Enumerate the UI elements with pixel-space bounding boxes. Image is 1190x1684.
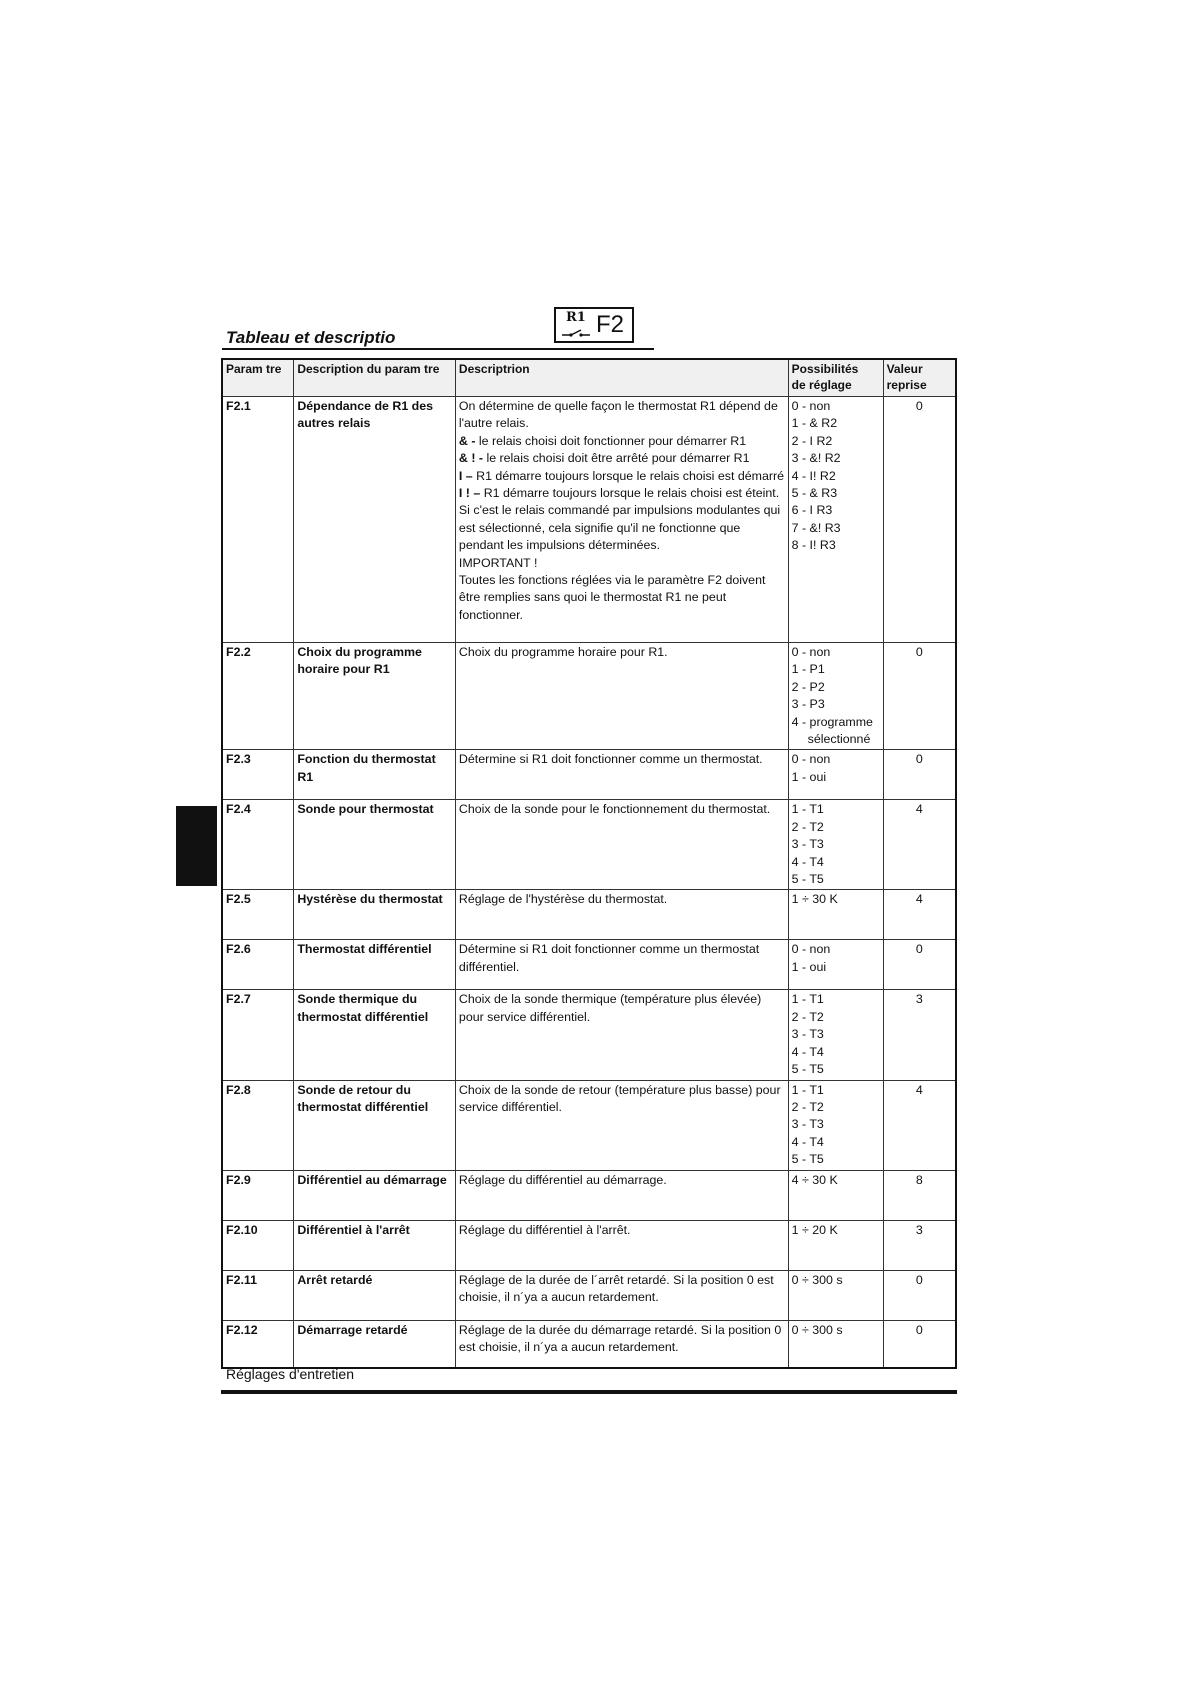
setting-option: 3 - T3 xyxy=(791,837,824,852)
description-line xyxy=(459,644,785,661)
page-title: Tableau et descriptio xyxy=(226,328,396,347)
header-name: Description du param tre xyxy=(294,359,456,397)
table-row xyxy=(222,940,956,990)
table-row xyxy=(222,397,956,643)
setting-options xyxy=(788,397,883,643)
setting-option: 0 ÷ 300 s xyxy=(791,1272,843,1287)
setting-options xyxy=(788,643,883,750)
description-text: Si c'est le relais commandé par impulsions modulantes qui est sélectionné, cela signifie qu'il ne fonctionne que pendant les impulsions déterminées. xyxy=(458,503,781,553)
setting-option: 1 - T1 xyxy=(791,1082,824,1097)
table-body xyxy=(222,397,956,1369)
setting-options xyxy=(788,1270,883,1320)
param-name: Choix du programme horaire pour R1 xyxy=(294,643,456,750)
setting-options xyxy=(788,990,883,1080)
setting-option: 1 ÷ 20 K xyxy=(791,1222,838,1237)
default-value: 0 xyxy=(883,1270,956,1320)
setting-options xyxy=(788,890,883,940)
setting-option: 2 - I R2 xyxy=(791,433,833,448)
description-text: Choix du programme horaire pour R1. xyxy=(458,645,668,659)
description-text: Réglage du différentiel au démarrage. xyxy=(458,1172,667,1187)
description-operator: I ! – xyxy=(458,486,484,501)
description-line xyxy=(459,801,785,818)
description-text: Choix de la sonde de retour (température plus basse) pour service différentiel. xyxy=(458,1082,781,1114)
footer-section-label: Réglages d'entretien xyxy=(226,1366,354,1382)
default-value: 4 xyxy=(883,800,956,890)
setting-options xyxy=(788,940,883,990)
relay-logo xyxy=(554,307,634,343)
param-description xyxy=(455,1320,788,1368)
default-value: 3 xyxy=(883,1220,956,1270)
table-row xyxy=(222,1220,956,1270)
description-line xyxy=(459,485,785,502)
description-text: Détermine si R1 doit fonctionner comme un thermostat différentiel. xyxy=(458,942,760,974)
setting-option: 5 - T5 xyxy=(791,1062,824,1077)
description-line xyxy=(459,1172,785,1189)
default-value: 4 xyxy=(883,1080,956,1170)
setting-option: 0 - non xyxy=(791,645,831,659)
setting-option: sélectionné xyxy=(807,732,871,747)
description-line xyxy=(459,468,785,485)
setting-option: 3 - T3 xyxy=(791,1117,824,1132)
param-name: Dépendance de R1 des autres relais xyxy=(294,397,456,643)
table-row xyxy=(222,1170,956,1220)
header-options-line: de réglage xyxy=(791,378,852,392)
description-operator: I – xyxy=(458,468,477,483)
logo-relay-label: R1 xyxy=(566,310,586,325)
setting-option: 5 - T5 xyxy=(791,1152,824,1167)
param-description xyxy=(455,750,788,800)
setting-option: 4 ÷ 30 K xyxy=(791,1172,838,1187)
setting-option: 1 - oui xyxy=(791,959,827,974)
table-row xyxy=(222,643,956,750)
default-value: 8 xyxy=(883,1170,956,1220)
param-description xyxy=(455,1220,788,1270)
param-code: F2.3 xyxy=(222,750,294,800)
setting-option: 1 - oui xyxy=(791,769,827,784)
description-line xyxy=(459,502,785,554)
setting-option: 0 - non xyxy=(791,399,831,413)
description-text: Choix de la sonde thermique (température plus élevée) pour service différentiel. xyxy=(458,992,762,1024)
header-default xyxy=(883,359,956,397)
description-text: Toutes les fonctions réglées via le paramètre F2 doivent être remplies sans quoi le thermostat R1 ne peut fonctionner. xyxy=(458,573,766,622)
description-text: le relais choisi doit être arrêté pour démarrer R1 xyxy=(486,451,750,466)
param-code: F2.7 xyxy=(222,990,294,1080)
setting-option: 8 - I! R3 xyxy=(791,538,836,553)
setting-option: 1 - T1 xyxy=(791,802,824,817)
param-name: Différentiel au démarrage xyxy=(294,1170,456,1220)
setting-options xyxy=(788,1220,883,1270)
setting-option: 2 - T2 xyxy=(791,1009,824,1024)
table-row xyxy=(222,1080,956,1170)
description-text: R1 démarre toujours lorsque le relais choisi est éteint. xyxy=(483,486,780,501)
param-code: F2.1 xyxy=(222,397,294,643)
param-description xyxy=(455,990,788,1080)
param-description xyxy=(455,890,788,940)
table-row xyxy=(222,1270,956,1320)
setting-options xyxy=(788,800,883,890)
table-row xyxy=(222,1320,956,1368)
param-name: Différentiel à l'arrêt xyxy=(294,1220,456,1270)
description-text: Réglage du différentiel à l'arrêt. xyxy=(458,1222,631,1237)
param-code: F2.9 xyxy=(222,1170,294,1220)
description-text: Réglage de l'hystérèse du thermostat. xyxy=(458,892,668,907)
setting-option: 0 - non xyxy=(791,942,831,957)
setting-option: 2 - T2 xyxy=(791,819,824,834)
relay-switch-icon xyxy=(562,329,592,339)
setting-option: 6 - I R3 xyxy=(791,503,833,518)
setting-option: 4 - T4 xyxy=(791,1044,824,1059)
description-line xyxy=(459,991,785,1026)
param-code: F2.5 xyxy=(222,890,294,940)
param-name: Sonde de retour du thermostat différentiel xyxy=(294,1080,456,1170)
param-name: Sonde pour thermostat xyxy=(294,800,456,890)
setting-option: 0 ÷ 300 s xyxy=(791,1322,843,1337)
description-operator: & - xyxy=(458,433,479,448)
default-value: 0 xyxy=(883,940,956,990)
param-description xyxy=(455,397,788,643)
title-underline xyxy=(222,348,654,350)
setting-option: 7 - &! R3 xyxy=(791,520,841,535)
header-description: Descriptrion xyxy=(455,359,788,397)
setting-option: 1 - & R2 xyxy=(791,416,838,431)
description-line xyxy=(459,1082,785,1117)
setting-option: 5 - T5 xyxy=(791,872,824,887)
header-options xyxy=(788,359,883,397)
setting-option: 4 - I! R2 xyxy=(791,468,836,483)
param-description xyxy=(455,940,788,990)
default-value: 0 xyxy=(883,750,956,800)
table-header-row xyxy=(222,359,956,397)
param-code: F2.4 xyxy=(222,800,294,890)
param-code: F2.11 xyxy=(222,1270,294,1320)
param-name: Sonde thermique du thermostat différentiel xyxy=(294,990,456,1080)
setting-options xyxy=(788,1080,883,1170)
header-options-line: Possibilités xyxy=(791,362,859,376)
param-name: Arrêt retardé xyxy=(294,1270,456,1320)
setting-option: 4 - T4 xyxy=(791,1134,824,1149)
description-text: Réglage de la durée du démarrage retardé. Si la position 0 est choisie, il n´ya a aucun retardement. xyxy=(458,1322,782,1354)
description-line xyxy=(459,941,785,976)
default-value: 4 xyxy=(883,890,956,940)
setting-option: 1 - T1 xyxy=(791,992,824,1007)
description-line xyxy=(459,433,785,450)
param-code: F2.8 xyxy=(222,1080,294,1170)
description-text: le relais choisi doit fonctionner pour démarrer R1 xyxy=(478,433,747,448)
header-param: Param tre xyxy=(222,359,294,397)
header-default-line: Valeur xyxy=(886,362,923,376)
description-text: Réglage de la durée de l´arrêt retardé. Si la position 0 est choisie, il n´ya a aucun retardement. xyxy=(458,1272,774,1304)
description-line xyxy=(459,1222,785,1239)
param-name: Démarrage retardé xyxy=(294,1320,456,1368)
param-code: F2.10 xyxy=(222,1220,294,1270)
table-row xyxy=(222,890,956,940)
description-line xyxy=(459,555,785,572)
description-text: R1 démarre toujours lorsque le relais choisi est démarré xyxy=(476,468,784,483)
setting-option: 3 - P3 xyxy=(791,697,825,712)
default-value: 3 xyxy=(883,990,956,1080)
setting-options xyxy=(788,1170,883,1220)
default-value: 0 xyxy=(883,1320,956,1368)
param-description xyxy=(455,643,788,750)
table-row xyxy=(222,800,956,890)
description-line xyxy=(459,572,785,624)
param-description xyxy=(455,1080,788,1170)
description-text: IMPORTANT ! xyxy=(458,555,538,570)
param-description xyxy=(455,1170,788,1220)
setting-option: 4 - programme xyxy=(791,714,873,729)
setting-option: 2 - P2 xyxy=(791,679,825,694)
setting-option: 2 - T2 xyxy=(791,1099,824,1114)
description-line xyxy=(459,1272,785,1307)
description-text: Choix de la sonde pour le fonctionnement du thermostat. xyxy=(458,802,771,817)
default-value: 0 xyxy=(883,397,956,643)
table-row xyxy=(222,990,956,1080)
setting-option: 0 - non xyxy=(791,752,831,767)
description-line xyxy=(459,891,785,908)
table-row xyxy=(222,750,956,800)
param-code: F2.2 xyxy=(222,643,294,750)
setting-option: 5 - & R3 xyxy=(791,486,838,501)
description-line xyxy=(459,751,785,768)
setting-option: 1 ÷ 30 K xyxy=(791,892,838,907)
parameter-table xyxy=(221,358,957,1369)
setting-option: 3 - &! R2 xyxy=(791,451,841,466)
description-line xyxy=(459,398,785,433)
description-text: On détermine de quelle façon le thermostat R1 dépend de l'autre relais. xyxy=(458,399,778,431)
setting-option: 1 - P1 xyxy=(791,662,825,677)
section-tab-marker xyxy=(176,806,217,886)
description-operator: & ! - xyxy=(458,451,487,466)
param-code: F2.12 xyxy=(222,1320,294,1368)
logo-code: F2 xyxy=(596,311,625,338)
param-code: F2.6 xyxy=(222,940,294,990)
description-line xyxy=(459,450,785,467)
description-line xyxy=(459,1322,785,1357)
param-name: Thermostat différentiel xyxy=(294,940,456,990)
header-default-line: reprise xyxy=(886,378,927,392)
param-name: Hystérèse du thermostat xyxy=(294,890,456,940)
param-description xyxy=(455,800,788,890)
description-text: Détermine si R1 doit fonctionner comme un thermostat. xyxy=(458,752,763,767)
setting-option: 4 - T4 xyxy=(791,854,824,869)
setting-option: 3 - T3 xyxy=(791,1027,824,1042)
default-value: 0 xyxy=(883,643,956,750)
setting-options xyxy=(788,1320,883,1368)
param-name: Fonction du thermostat R1 xyxy=(294,750,456,800)
setting-options xyxy=(788,750,883,800)
param-description xyxy=(455,1270,788,1320)
footer-rule xyxy=(221,1390,957,1394)
